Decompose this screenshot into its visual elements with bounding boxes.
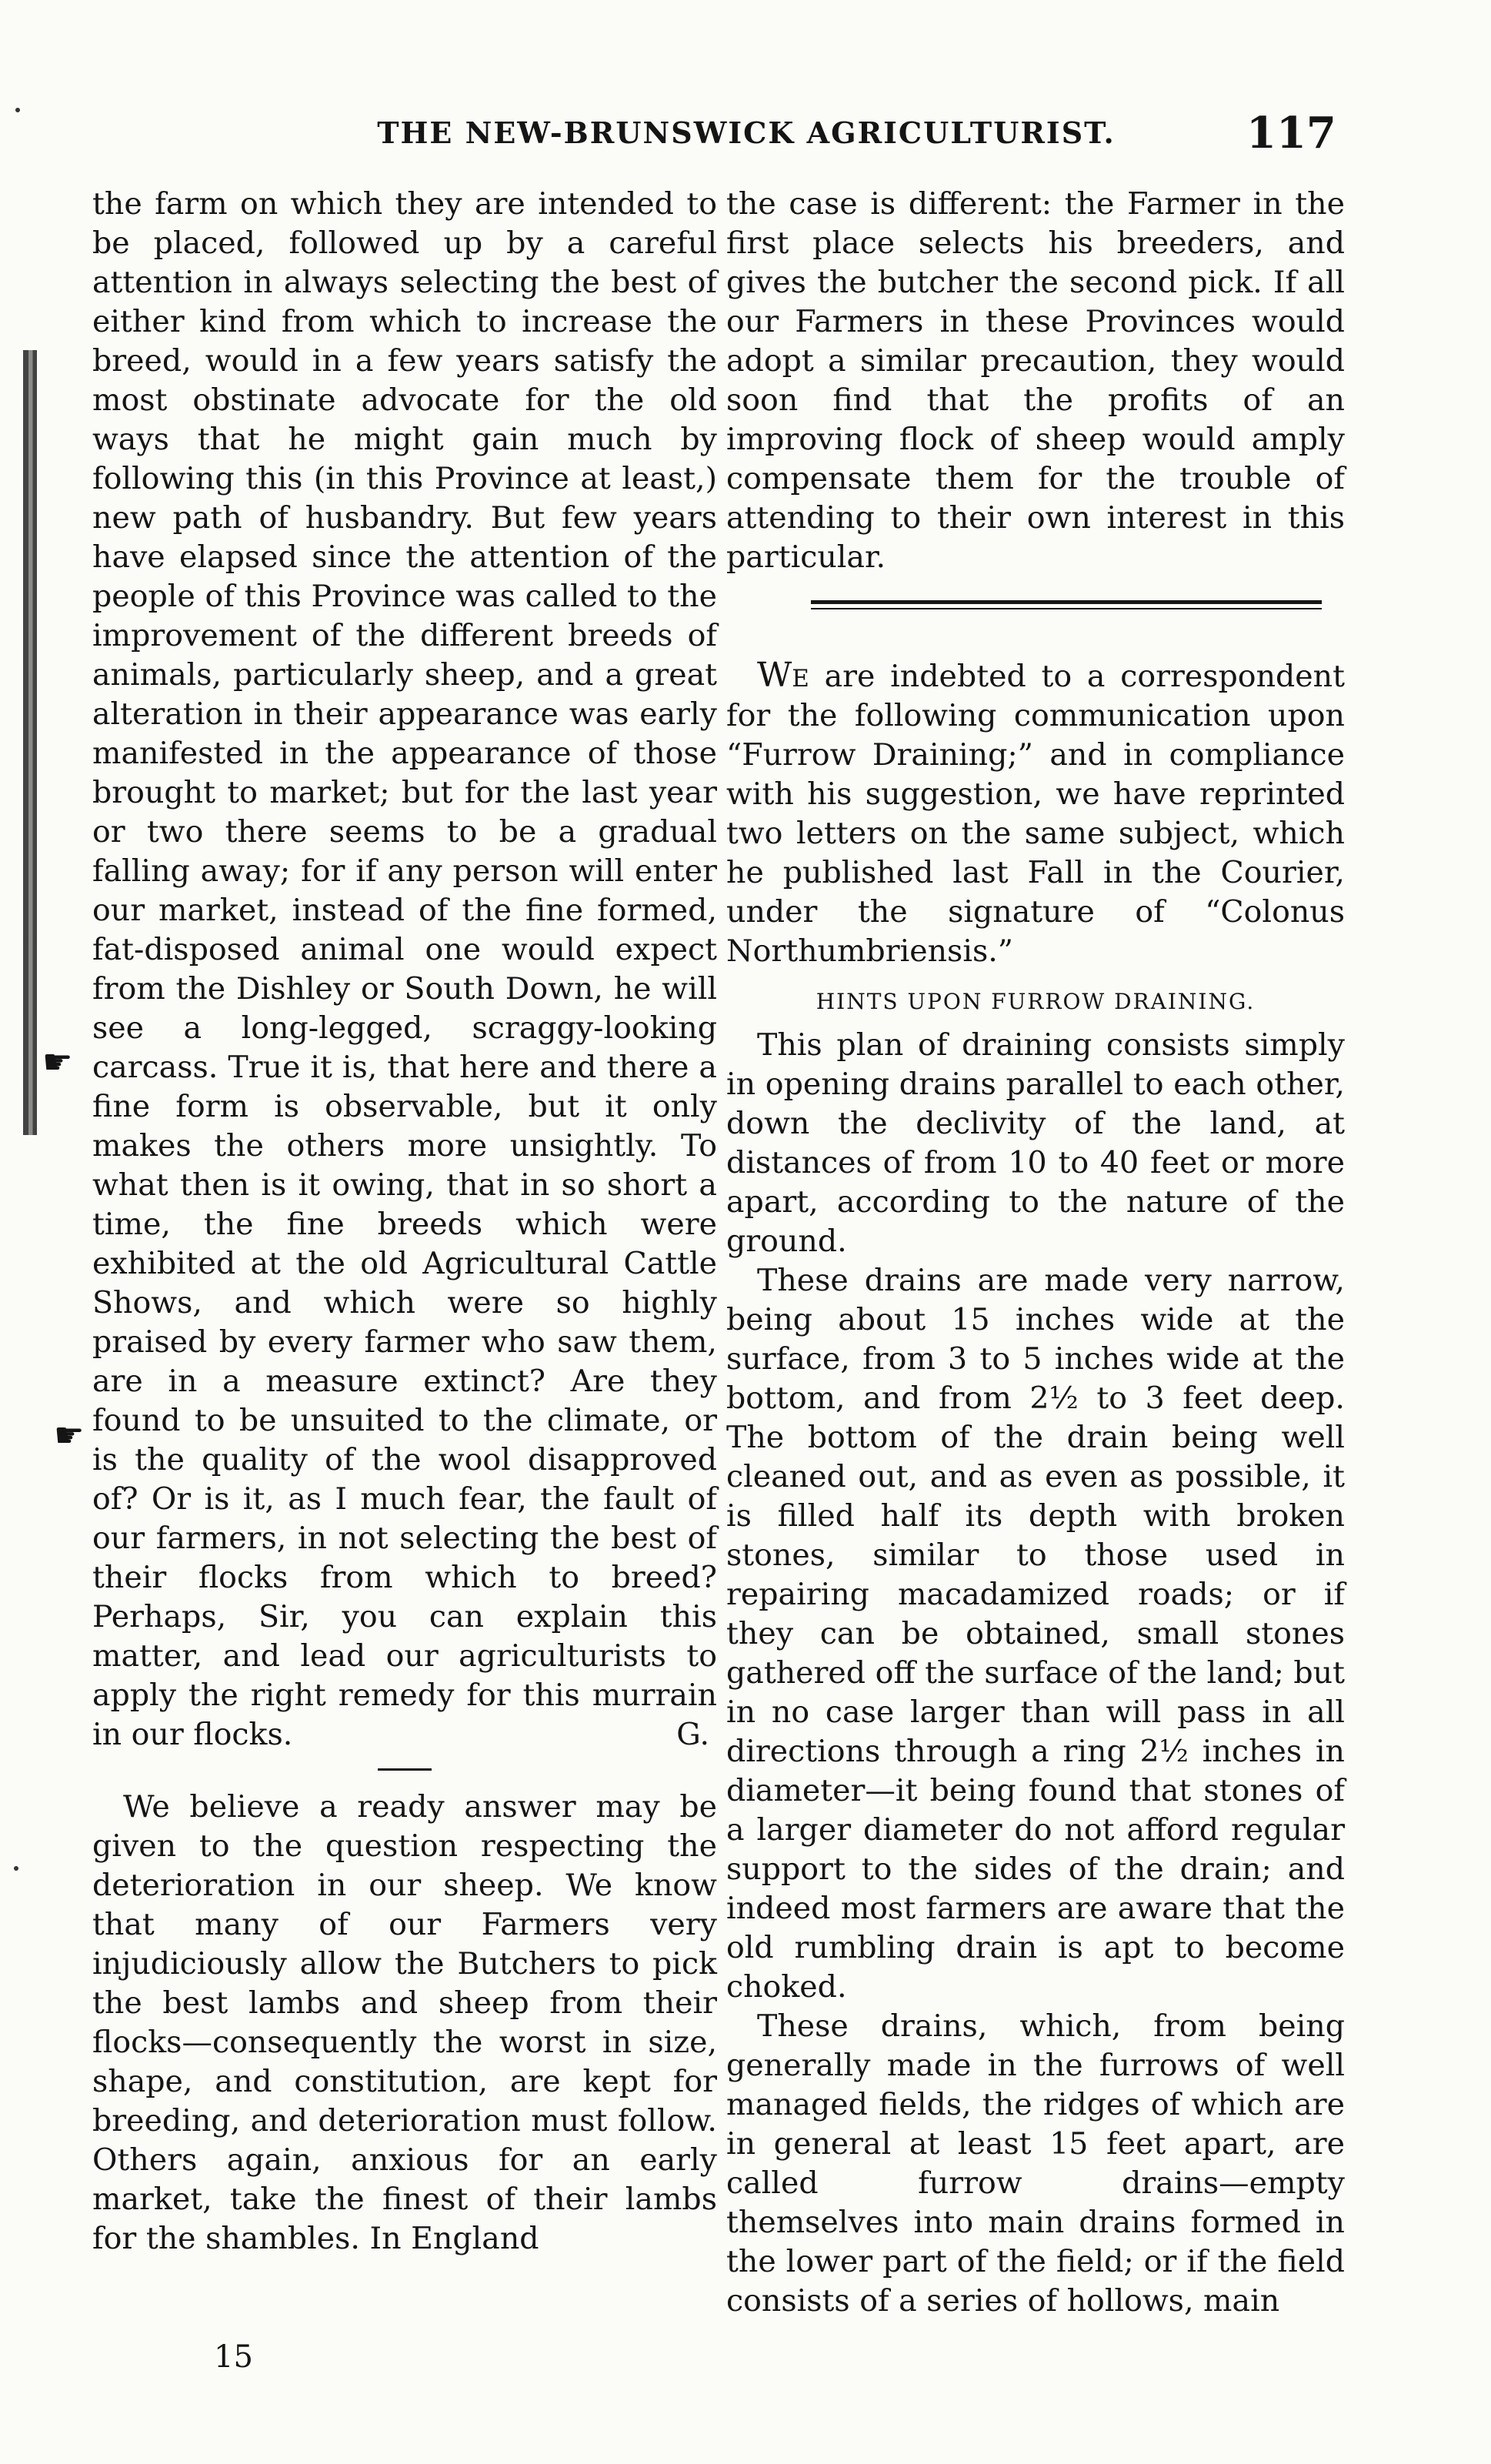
margin-scan-artifact [23,350,37,1135]
left-column [92,185,717,2259]
paragraph: These drains, which, from being generally made in the furrows of well managed fields, the ridges of which are in general at least 15 feet apart, are called furrow drains—empty themselves into main drains formed in the lower part of the field; or if the field consists of a series of hollows, main [726,2008,1345,2319]
paragraph: We believe a ready answer may be given to the question respecting the deterioration in our sheep. We know that many of our Farmers very injudiciously allow the Butchers to pick the best lambs and sheep from their flocks—consequently the worst in size, shape, and constitution, are kept for breeding, and deterioration must follow. Others again, anxious for an early market, take the finest of their lambs for the shambles. In England [92,1789,717,2256]
signature-mark: 15 [214,2339,253,2375]
paragraph: the farm on which they are intended to be placed, followed up by a careful attention in always selecting the best of either kind from which to increase the breed, would in a few years satisfy the most obstinate advocate for the old ways that he might gain much by following this (in this Province at least,) new path of husbandry. But few years have elapsed since the attention of the people of this Province was called to the improvement of the different breeds of animals, particularly sheep, and a great alteration in their appearance was early manifested in the appearance of those brought to market; but for the last year or two there seems to be a gradual falling away; for if any person will enter our market, instead of the fine formed, fat-disposed animal one would expect from the Dishley or South Down, he will see a long-legged, scraggy-looking carcass. True it is, that here and there a fine form is observable, but it only makes the others more unsightly. To what then is it owing, that in so short a time, the fine breeds which were exhibited at the old Agricultural Cattle Shows, and which were so highly praised by every farmer who saw them, are in a measure extinct? Are they found to be unsuited to the climate, or is the quality of the wool disapproved of? Or is it, as I much fear, the fault of our farmers, in not selecting the best of their flocks from which to breed? Perhaps, Sir, you can explain this matter, and lead our agriculturists to apply the right remedy for this murrain in our flocks. G. [92,185,717,1755]
section-heading: HINTS UPON FURROW DRAINING. [816,989,1256,1014]
drop-word: We [757,656,809,695]
letter-signature: G. [676,1717,709,1752]
paragraph: This plan of draining consists simply in opening drains parallel to each other, down the declivity of the land, at distances of from 10 to 40 feet or more apart, according to the nature of the ground. [726,1027,1345,1259]
page-header [0,108,1491,162]
section-rule [378,1768,432,1771]
paragraph: We are indebted to a correspondent for the following communication upon “Furrow Draining;” and in compliance with his suggestion, we have reprinted two letters on the same subject, which he published last Fall in the Courier, under the signature of “Colonus Northumbriensis.” [726,656,1345,969]
page-number: 117 [1246,108,1336,159]
paragraph: These drains are made very narrow, being about 15 inches wide at the surface, from 3 to 5 inches wide at the bottom, and from 2½ to 3 feet deep. The bottom of the drain being well cleaned out, and as even as possible, it is filled half its depth with broken stones, similar to those used in repairing macadamized roads; or if they can be obtained, small stones gathered off the surface of the land; but in no case larger than will pass in all directions through a ring 2½ inches in diameter—it being found that stones of a larger diameter do not afford regular support to the sides of the drain; and indeed most farmers are aware that the old rumbling drain is apt to become choked. [726,1263,1345,2005]
margin-speck [14,1866,18,1871]
pointing-hand-mark: ☛ [54,1416,85,1455]
running-head: THE NEW-BRUNSWICK AGRICULTURIST. [377,115,1116,150]
right-column [726,185,1345,2321]
double-rule [811,600,1322,609]
margin-speck [15,108,20,112]
pointing-hand-mark: ☛ [42,1043,73,1082]
paragraph: the case is different: the Farmer in the first place selects his breeders, and gives the butcher the second pick. If all our Farmers in these Provinces would adopt a similar precaution, they would soon find that the profits of an improving flock of sheep would amply compensate them for the trouble of attending to their own interest in this particular. [726,186,1345,575]
